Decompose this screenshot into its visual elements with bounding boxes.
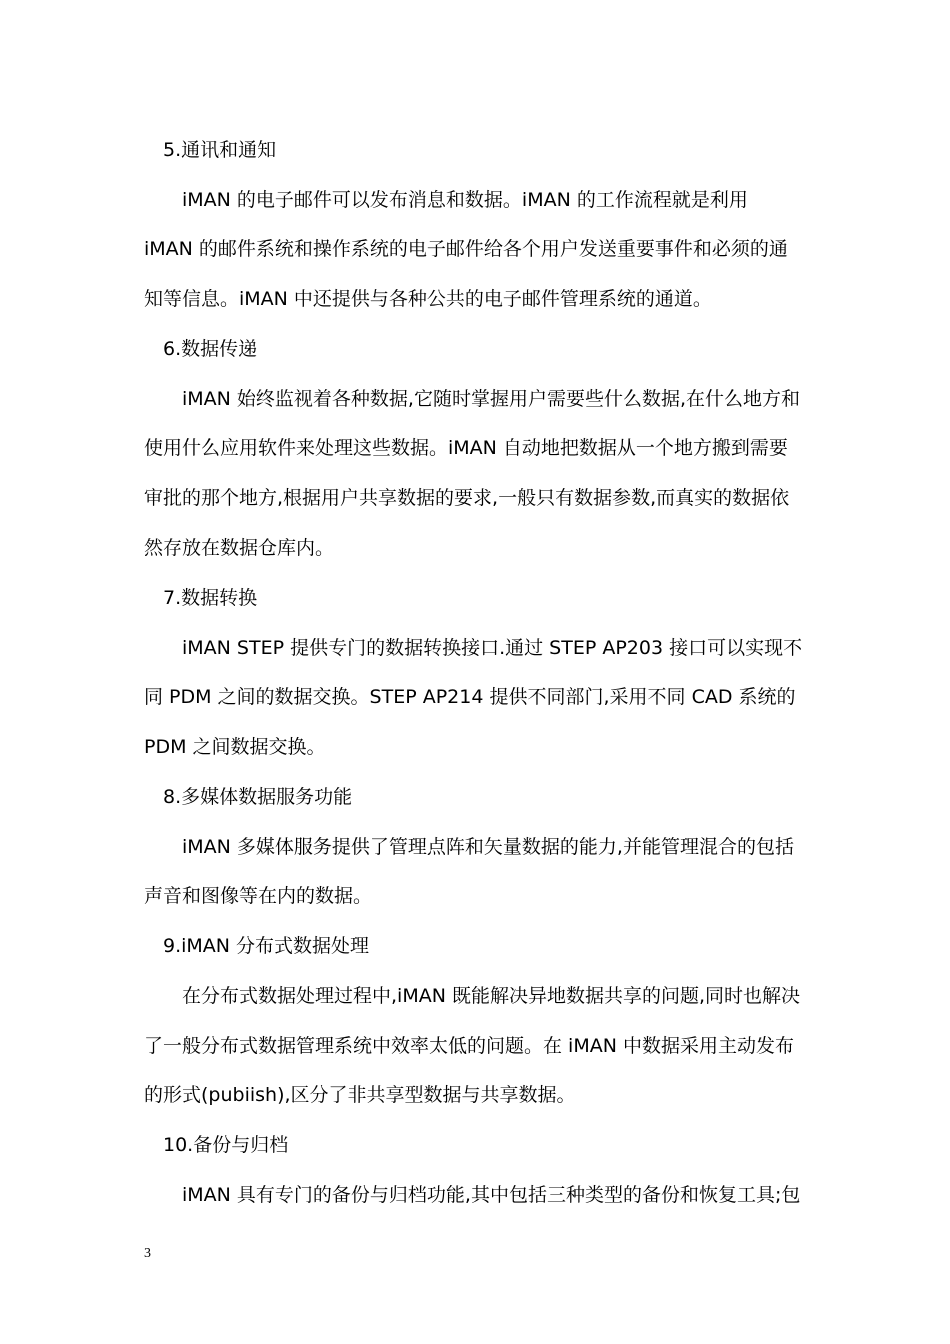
section-heading-5: 5.通讯和通知 xyxy=(163,139,277,161)
paragraph-line: iMAN 的电子邮件可以发布消息和数据。iMAN 的工作流程就是利用 xyxy=(182,189,748,211)
paragraph-line: 在分布式数据处理过程中,iMAN 既能解决异地数据共享的问题,同时也解决 xyxy=(182,985,801,1007)
paragraph-line: 了一般分布式数据管理系统中效率太低的问题。在 iMAN 中数据采用主动发布 xyxy=(144,1035,794,1057)
section-heading-6: 6.数据传递 xyxy=(163,338,258,360)
paragraph-line: 同 PDM 之间的数据交换。STEP AP214 提供不同部门,采用不同 CAD 系统的 xyxy=(144,686,796,708)
paragraph-line: 审批的那个地方,根据用户共享数据的要求,一般只有数据参数,而真实的数据依 xyxy=(144,487,790,509)
section-heading-8: 8.多媒体数据服务功能 xyxy=(163,786,353,808)
paragraph-line: iMAN 始终监视着各种数据,它随时掌握用户需要些什么数据,在什么地方和 xyxy=(182,388,801,410)
paragraph-line: iMAN STEP 提供专门的数据转换接口.通过 STEP AP203 接口可以实现不 xyxy=(182,637,803,659)
paragraph-line: iMAN 的邮件系统和操作系统的电子邮件给各个用户发送重要事件和必须的通 xyxy=(144,238,788,260)
paragraph-line: 然存放在数据仓库内。 xyxy=(144,537,335,559)
paragraph-line: 使用什么应用软件来处理这些数据。iMAN 自动地把数据从一个地方搬到需要 xyxy=(144,437,788,459)
section-heading-9: 9.iMAN 分布式数据处理 xyxy=(163,935,370,957)
page-number: 3 xyxy=(144,1246,151,1261)
paragraph-line: 知等信息。iMAN 中还提供与各种公共的电子邮件管理系统的通道。 xyxy=(144,288,712,310)
paragraph-line: PDM 之间数据交换。 xyxy=(144,736,326,758)
paragraph-line: iMAN 具有专门的备份与归档功能,其中包括三种类型的备份和恢复工具;包 xyxy=(182,1184,801,1206)
paragraph-line: 声音和图像等在内的数据。 xyxy=(144,885,373,907)
paragraph-line: 的形式(pubiish),区分了非共享型数据与共享数据。 xyxy=(144,1084,576,1106)
section-heading-10: 10.备份与归档 xyxy=(163,1134,289,1156)
paragraph-line: iMAN 多媒体服务提供了管理点阵和矢量数据的能力,并能管理混合的包括 xyxy=(182,836,794,858)
section-heading-7: 7.数据转换 xyxy=(163,587,258,609)
